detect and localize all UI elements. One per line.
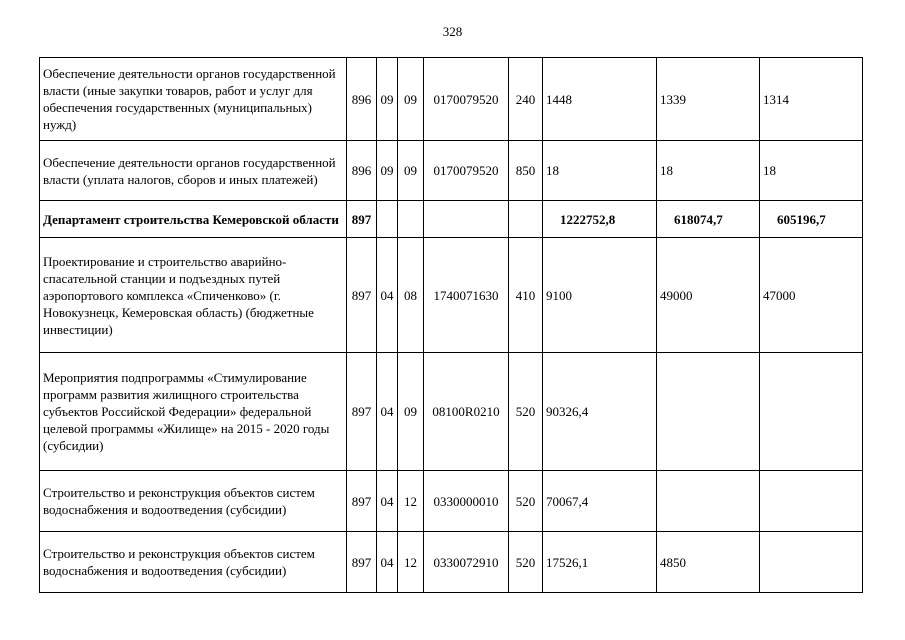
subsection-code: 09 bbox=[398, 58, 424, 141]
table-row bbox=[40, 201, 863, 238]
section-code: 04 bbox=[377, 471, 398, 532]
amount-year-3 bbox=[760, 471, 863, 532]
amount-year-2: 618074,7 bbox=[657, 201, 760, 238]
ved-code: 897 bbox=[347, 353, 377, 471]
ved-code: 897 bbox=[347, 201, 377, 238]
amount-year-2: 49000 bbox=[657, 238, 760, 353]
amount-year-2: 4850 bbox=[657, 532, 760, 593]
target-article-code: 08100R0210 bbox=[424, 353, 509, 471]
amount-year-2 bbox=[657, 471, 760, 532]
expense-type-code: 410 bbox=[509, 238, 543, 353]
target-article-code: 0330072910 bbox=[424, 532, 509, 593]
row-name: Департамент строительства Кемеровской области bbox=[40, 201, 347, 238]
section-code: 04 bbox=[377, 532, 398, 593]
expense-type-code: 850 bbox=[509, 141, 543, 201]
table-row bbox=[40, 58, 863, 141]
ved-code: 897 bbox=[347, 238, 377, 353]
subsection-code: 08 bbox=[398, 238, 424, 353]
ved-code: 897 bbox=[347, 532, 377, 593]
table-row bbox=[40, 238, 863, 353]
expense-type-code: 520 bbox=[509, 471, 543, 532]
amount-year-2 bbox=[657, 353, 760, 471]
subsection-code bbox=[398, 201, 424, 238]
amount-year-3: 18 bbox=[760, 141, 863, 201]
expense-type-code: 520 bbox=[509, 532, 543, 593]
expense-type-code bbox=[509, 201, 543, 238]
ved-code: 897 bbox=[347, 471, 377, 532]
amount-year-1: 1448 bbox=[543, 58, 657, 141]
subsection-code: 12 bbox=[398, 532, 424, 593]
expense-type-code: 520 bbox=[509, 353, 543, 471]
amount-year-1: 1222752,8 bbox=[543, 201, 657, 238]
row-name: Строительство и реконструкция объектов систем водоснабжения и водоотведения (субсидии) bbox=[40, 471, 347, 532]
subsection-code: 09 bbox=[398, 353, 424, 471]
amount-year-1: 9100 bbox=[543, 238, 657, 353]
row-name: Проектирование и строительство аварийно-спасательной станции и подъездных путей аэропортового комплекса «Спиченково» (г. Новокузнецк, Кемеровская область) (бюджетные инвестиции) bbox=[40, 238, 347, 353]
target-article-code: 0170079520 bbox=[424, 58, 509, 141]
expense-type-code: 240 bbox=[509, 58, 543, 141]
amount-year-3: 605196,7 bbox=[760, 201, 863, 238]
amount-year-1: 70067,4 bbox=[543, 471, 657, 532]
section-code: 09 bbox=[377, 141, 398, 201]
amount-year-1: 90326,4 bbox=[543, 353, 657, 471]
ved-code: 896 bbox=[347, 58, 377, 141]
section-code: 04 bbox=[377, 353, 398, 471]
subsection-code: 09 bbox=[398, 141, 424, 201]
page-number: 328 bbox=[442, 24, 463, 39]
target-article-code: 0170079520 bbox=[424, 141, 509, 201]
subsection-code: 12 bbox=[398, 471, 424, 532]
table-row bbox=[40, 141, 863, 201]
target-article-code bbox=[424, 201, 509, 238]
ved-code: 896 bbox=[347, 141, 377, 201]
amount-year-3 bbox=[760, 532, 863, 593]
amount-year-1: 17526,1 bbox=[543, 532, 657, 593]
budget-table bbox=[39, 57, 863, 593]
amount-year-2: 1339 bbox=[657, 58, 760, 141]
amount-year-3: 1314 bbox=[760, 58, 863, 141]
section-code bbox=[377, 201, 398, 238]
section-code: 04 bbox=[377, 238, 398, 353]
row-name: Обеспечение деятельности органов государственной власти (уплата налогов, сборов и иных платежей) bbox=[40, 141, 347, 201]
table-row bbox=[40, 353, 863, 471]
section-code: 09 bbox=[377, 58, 398, 141]
amount-year-2: 18 bbox=[657, 141, 760, 201]
amount-year-3: 47000 bbox=[760, 238, 863, 353]
target-article-code: 1740071630 bbox=[424, 238, 509, 353]
table-row bbox=[40, 532, 863, 593]
amount-year-1: 18 bbox=[543, 141, 657, 201]
target-article-code: 0330000010 bbox=[424, 471, 509, 532]
row-name: Обеспечение деятельности органов государственной власти (иные закупки товаров, работ и услуг для обеспечения государственных (муниципальных) нужд) bbox=[40, 58, 347, 141]
table-row bbox=[40, 471, 863, 532]
row-name: Строительство и реконструкция объектов систем водоснабжения и водоотведения (субсидии) bbox=[40, 532, 347, 593]
row-name: Мероприятия подпрограммы «Стимулирование программ развития жилищного строительства субъектов Российской Федерации» федеральной целевой программы «Жилище» на 2015 - 2020 годы (субсидии) bbox=[40, 353, 347, 471]
amount-year-3 bbox=[760, 353, 863, 471]
